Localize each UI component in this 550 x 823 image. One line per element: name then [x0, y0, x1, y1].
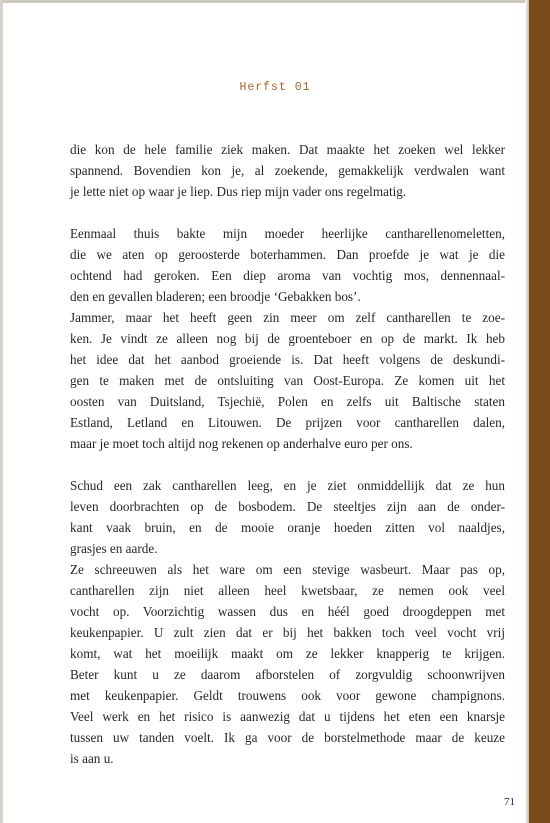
- running-header: Herfst 01: [239, 81, 311, 94]
- text-line: Ze schreeuwen als het ware om een stevige wasbeurt. Maar pas op,: [70, 562, 505, 577]
- text-line: je lette niet op waar je liep. Dus riep mijn vader ons regelmatig.: [70, 184, 407, 199]
- text-line: Eenmaal thuis bakte mijn moeder heerlijke cantharellenomeletten,: [70, 226, 505, 241]
- text-line: grasjes en aarde.: [70, 541, 158, 556]
- text-line: tussen uw tanden voelt. Ik ga voor de borstelmethode maar de keuze: [70, 730, 505, 745]
- page-edge-top: [0, 0, 550, 3]
- text-line: gen te maken met de ontsluiting van Oost-Europa. Ze komen uit het: [70, 373, 505, 388]
- text-line: oosten van Duitsland, Tsjechië, Polen en zelfs uit Baltische staten: [70, 394, 505, 409]
- text-line: die kon de hele familie ziek maken. Dat maakte het zoeken wel lekker: [70, 142, 505, 157]
- text-line: Beter kunt u ze daarom afborstelen of zorgvuldig schoonwrijven: [70, 667, 505, 682]
- text-line: den en gevallen bladeren; een broodje ‘Gebakken bos’.: [70, 289, 361, 304]
- paragraph-gap: [70, 454, 505, 475]
- text-line: het idee dat het aanbod groeiende is. Dat heeft volgens de deskundi-: [70, 352, 505, 367]
- text-line: is aan u.: [70, 751, 114, 766]
- text-line: Jammer, maar het heeft geen zin meer om zelf cantharellen te zoe-: [70, 310, 505, 325]
- text-line: komt, wat het moeilijk maakt om ze lekker knapperig te krijgen.: [70, 646, 505, 661]
- page-number: 71: [504, 796, 515, 808]
- text-line: leven doorbrachten op de bosbodem. De steeltjes zijn aan de onder-: [70, 499, 505, 514]
- text-line: ken. Je vindt ze alleen nog bij de groenteboer en op de markt. Ik heb: [70, 331, 505, 346]
- text-line: maar je moet toch altijd nog rekenen op anderhalve euro per ons.: [70, 436, 413, 451]
- text-line: die we aten op geroosterde boterhammen. Dan proefde je wat je die: [70, 247, 505, 262]
- text-line: ochtend had geroken. Een diep aroma van vochtig mos, dennennaal-: [70, 268, 505, 283]
- text-line: met keukenpapier. Geldt trouwens ook voor gewone champignons.: [70, 688, 505, 703]
- page-edge-left: [0, 0, 3, 823]
- chapter-color-bar: [529, 0, 550, 823]
- text-line: spannend. Bovendien kon je, al zoekende, gemakkelijk verdwalen want: [70, 163, 505, 178]
- paragraph-gap: [70, 202, 505, 223]
- text-line: Schud een zak cantharellen leeg, en je ziet onmiddellijk dat ze hun: [70, 478, 505, 493]
- text-line: keukenpapier. U zult zien dat er bij het bakken toch veel vocht vrij: [70, 625, 505, 640]
- text-line: kant vaak bruin, en de mooie oranje hoeden zitten vol naaldjes,: [70, 520, 505, 535]
- body-text: [70, 139, 505, 769]
- text-line: cantharellen zijn niet alleen heel kwetsbaar, ze nemen ook veel: [70, 583, 505, 598]
- text-line: Veel werk en het risico is aanwezig dat u tijdens het eten een knarsje: [70, 709, 505, 724]
- text-line: vocht op. Voorzichtig wassen dus en héél goed droogdeppen met: [70, 604, 505, 619]
- text-line: Estland, Letland en Litouwen. De prijzen voor cantharellen dalen,: [70, 415, 505, 430]
